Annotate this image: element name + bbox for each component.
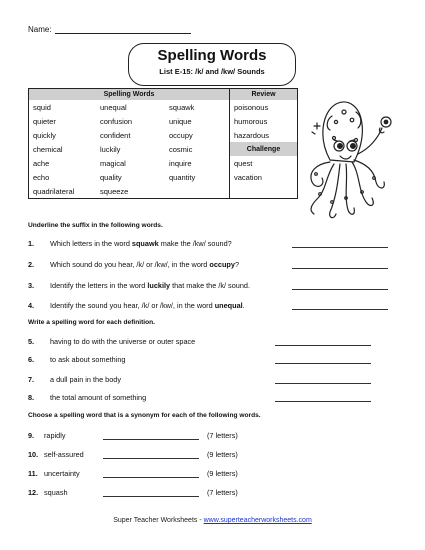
section2-heading: Write a spelling word for each definition. (28, 319, 156, 326)
section3-heading: Choose a spelling word that is a synonym for each of the following words. (28, 412, 261, 419)
page-subtitle: List E-15: /k/ and /kw/ Sounds (159, 67, 265, 76)
spelling-word: squeeze (100, 186, 129, 196)
synonym-word: squash (44, 488, 68, 497)
review-word: poisonous (230, 100, 298, 114)
spelling-words-header: Spelling Words (29, 89, 230, 101)
spelling-word: quickly (33, 130, 56, 140)
spelling-word: cosmic (169, 144, 193, 154)
question-number: 2. (28, 260, 35, 269)
name-answer-line[interactable] (55, 25, 191, 34)
question-number: 8. (28, 393, 35, 402)
spelling-word: ache (33, 158, 50, 168)
spelling-word: occupy (169, 130, 193, 140)
spelling-word: confusion (100, 116, 133, 126)
question-5 (28, 337, 195, 346)
question-number: 10. (28, 450, 39, 459)
question-number: 3. (28, 281, 35, 290)
review-header: Review (230, 89, 298, 101)
name-row (28, 25, 191, 34)
spelling-word: quantity (169, 172, 196, 182)
synonym-word: rapidly (44, 431, 66, 440)
answer-line-7[interactable] (275, 383, 371, 384)
letter-count: (9 letters) (207, 469, 238, 478)
page-title: Spelling Words (157, 47, 267, 64)
review-word: hazardous (230, 128, 298, 142)
challenge-word: quest (230, 156, 298, 170)
answer-line-1[interactable] (292, 247, 388, 248)
spelling-word: confident (100, 130, 131, 140)
spelling-word: inquire (169, 158, 192, 168)
question-4 (28, 301, 245, 310)
question-3 (28, 281, 250, 290)
question-8 (28, 393, 146, 402)
answer-line-11[interactable] (103, 477, 199, 478)
letter-count: (9 letters) (207, 450, 238, 459)
footer-text: Super Teacher Worksheets - (113, 517, 204, 524)
question-text: Identify the sound you hear, /k/ or /kw/, in the word unequal. (50, 301, 245, 310)
answer-line-5[interactable] (275, 345, 371, 346)
question-number: 9. (28, 431, 35, 440)
spelling-word: quality (100, 172, 122, 182)
answer-line-9[interactable] (103, 439, 199, 440)
answer-line-10[interactable] (103, 458, 199, 459)
spelling-word: squid (33, 102, 51, 112)
challenge-header: Challenge (230, 142, 298, 156)
question-2 (28, 260, 239, 269)
question-number: 7. (28, 375, 35, 384)
answer-line-6[interactable] (275, 363, 371, 364)
spelling-word: luckily (100, 144, 121, 154)
question-text: Which letters in the word squawk make the /kw/ sound? (50, 239, 232, 248)
question-7 (28, 375, 121, 384)
answer-line-8[interactable] (275, 401, 371, 402)
spelling-word: unequal (100, 102, 127, 112)
spelling-word: chemical (33, 144, 63, 154)
question-number: 4. (28, 301, 35, 310)
synonym-word: self-assured (44, 450, 84, 459)
spelling-word: magical (100, 158, 126, 168)
question-text: to ask about something (50, 355, 126, 364)
question-11 (28, 469, 80, 478)
name-label: Name: (28, 25, 52, 34)
question-6 (28, 355, 125, 364)
question-text: Which sound do you hear, /k/ or /kw/, in the word occupy? (50, 260, 240, 269)
question-number: 5. (28, 337, 35, 346)
question-12 (28, 488, 68, 497)
question-text: Identify the letters in the word luckily that make the /k/ sound. (50, 281, 250, 290)
question-1 (28, 239, 232, 248)
answer-line-12[interactable] (103, 496, 199, 497)
question-9 (28, 431, 66, 440)
question-text: a dull pain in the body (50, 375, 121, 384)
answer-line-3[interactable] (292, 289, 388, 290)
spelling-word: unique (169, 116, 192, 126)
title-box (128, 43, 296, 86)
footer-link[interactable]: www.superteacherworksheets.com (203, 517, 312, 524)
spelling-word: quieter (33, 116, 56, 126)
answer-line-2[interactable] (292, 268, 388, 269)
footer (0, 517, 425, 524)
spelling-word: quadrilateral (33, 186, 75, 196)
section1-heading: Underline the suffix in the following words. (28, 222, 163, 229)
squid-mascot-icon (296, 98, 400, 222)
challenge-word-empty (230, 184, 298, 199)
answer-line-4[interactable] (292, 309, 388, 310)
challenge-word: vacation (230, 170, 298, 184)
synonym-word: uncertainty (44, 469, 80, 478)
review-word: humorous (230, 114, 298, 128)
question-text: the total amount of something (50, 393, 147, 402)
question-text: having to do with the universe or outer space (50, 337, 196, 346)
question-number: 6. (28, 355, 35, 364)
spelling-word (165, 184, 230, 199)
spelling-word: echo (33, 172, 50, 182)
question-number: 1. (28, 239, 35, 248)
question-10 (28, 450, 84, 459)
spelling-word-table (28, 88, 298, 199)
letter-count: (7 letters) (207, 488, 238, 497)
question-number: 12. (28, 488, 39, 497)
letter-count: (7 letters) (207, 431, 238, 440)
spelling-word: squawk (169, 102, 195, 112)
question-number: 11. (28, 469, 38, 478)
